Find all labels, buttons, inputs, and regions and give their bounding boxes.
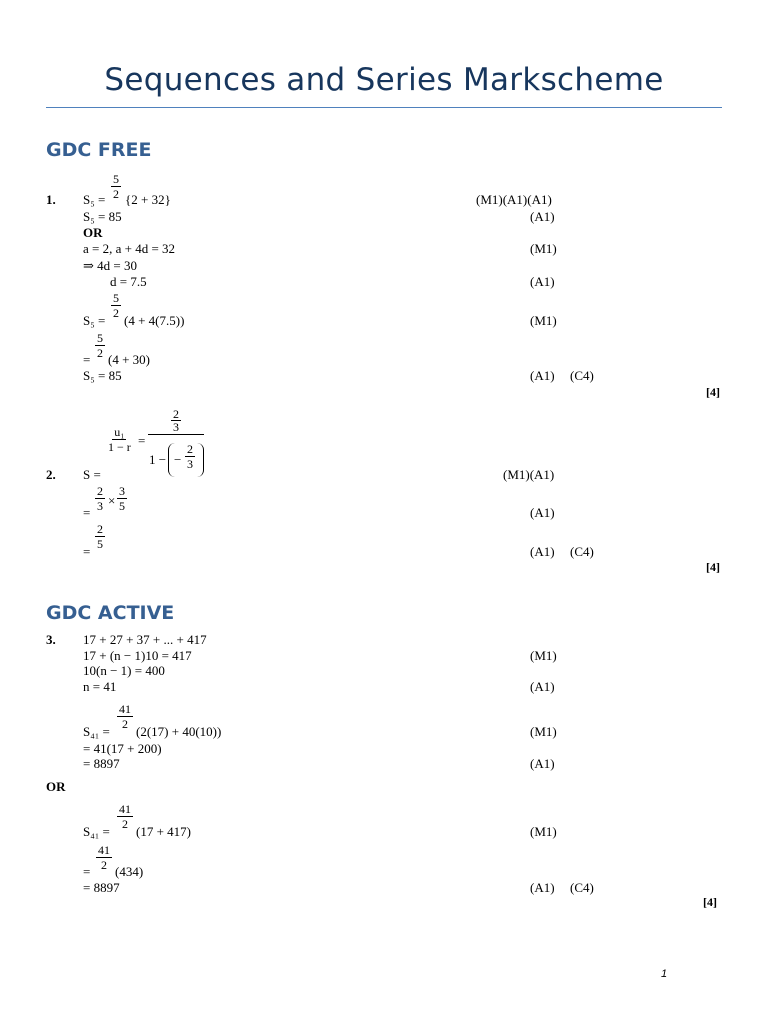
equation-line: a = 2, a + 4d = 32	[83, 241, 176, 256]
fraction	[111, 292, 121, 319]
denominator-prefix: 1 −	[149, 452, 167, 467]
equation-line: 10(n − 1) = 400	[83, 663, 165, 678]
marks: (A1)	[530, 544, 555, 559]
equation-lhs: S₄₁ =	[83, 824, 110, 839]
equation-rhs: (4 + 4(7.5))	[124, 313, 185, 328]
numerator: 2	[97, 522, 103, 536]
equation-rhs: {2 + 32}	[125, 192, 171, 207]
numerator: 5	[97, 331, 103, 345]
equation-line: = 41(17 + 200)	[83, 741, 162, 756]
compound-fraction	[149, 408, 203, 435]
denominator: 2	[101, 858, 107, 872]
equation-line: S₅ = 85	[83, 368, 122, 383]
fraction	[95, 332, 105, 359]
marks: (M1)	[530, 313, 557, 328]
page-number: 1	[661, 968, 668, 980]
equation-line: 17 + (n − 1)10 = 417	[83, 648, 192, 663]
question-total: [4]	[706, 385, 720, 399]
fraction	[117, 703, 133, 730]
marks-total-code: (C4)	[570, 368, 594, 383]
section-heading-gdc-active: GDC ACTIVE	[46, 602, 175, 624]
section-heading-gdc-free: GDC FREE	[46, 139, 152, 161]
marks: (M1)	[530, 648, 557, 663]
denominator: 2	[97, 346, 103, 360]
numerator	[148, 408, 204, 435]
denominator: 2	[113, 187, 119, 201]
marks: (A1)	[530, 368, 555, 383]
title-divider	[46, 107, 722, 108]
marks: (M1)	[530, 724, 557, 739]
equals-sign: =	[83, 544, 91, 559]
marks: (A1)	[530, 505, 555, 520]
numerator: 41	[98, 843, 110, 857]
numerator: u₁	[114, 425, 125, 439]
numerator: 41	[119, 702, 131, 716]
denominator: 5	[97, 537, 103, 551]
equation-rhs: (434)	[115, 864, 144, 879]
question-total: [4]	[706, 560, 720, 574]
equation-lhs: =	[83, 352, 91, 367]
question-total: [4]	[703, 895, 717, 909]
marks-total-code: (C4)	[570, 880, 594, 895]
numerator: 3	[119, 484, 125, 498]
denominator: 3	[187, 457, 193, 471]
equation-lhs: S₄₁ =	[83, 724, 110, 739]
page-title: Sequences and Series Markscheme	[104, 62, 664, 98]
marks: (A1)	[530, 756, 555, 771]
equation-line: S₅ = 85	[83, 209, 122, 224]
question-number: 3.	[46, 632, 56, 647]
fraction	[185, 443, 195, 470]
times-sign: ×	[108, 493, 116, 508]
equation-line: ⇒ 4d = 30	[83, 258, 137, 273]
equation-line: n = 41	[83, 679, 117, 694]
fraction	[95, 485, 105, 512]
marks: (M1)	[530, 824, 557, 839]
fraction-u1-over-1-minus-r	[108, 426, 131, 453]
question-number: 1.	[46, 192, 56, 207]
marks: (A1)	[530, 679, 555, 694]
fraction	[111, 173, 121, 200]
fraction	[96, 844, 112, 871]
question-number: 2.	[46, 467, 56, 482]
marks: (M1)(A1)	[503, 467, 555, 482]
equals-sign: =	[138, 433, 146, 448]
or-label: OR	[83, 225, 103, 240]
equation-rhs: (2(17) + 40(10))	[136, 724, 222, 739]
denominator: 3	[97, 499, 103, 513]
equation-line: d = 7.5	[110, 274, 147, 289]
fraction	[117, 803, 133, 830]
marks: (M1)	[530, 241, 557, 256]
numerator: 2	[97, 484, 103, 498]
equals-sign: =	[83, 864, 91, 879]
denominator: 2	[113, 306, 119, 320]
numerator: 5	[113, 172, 119, 186]
marks: (A1)	[530, 274, 555, 289]
numerator: 41	[119, 802, 131, 816]
denominator: 5	[119, 499, 125, 513]
denominator: 1 − r	[108, 440, 131, 454]
or-label: OR	[46, 779, 66, 794]
equation-line: = 8897	[83, 756, 120, 771]
equation-line: 17 + 27 + 37 + ... + 417	[83, 632, 207, 647]
inner-denominator: 3	[173, 420, 179, 434]
marks: (A1)	[530, 880, 555, 895]
equation-lhs: S₅ =	[83, 313, 106, 328]
marks-total-code: (C4)	[570, 544, 594, 559]
minus-sign: −	[174, 452, 182, 467]
equation-rhs: (17 + 417)	[136, 824, 191, 839]
numerator: 5	[113, 291, 119, 305]
equation-lhs: S =	[83, 467, 101, 482]
fraction	[95, 523, 105, 550]
equation-line: = 8897	[83, 880, 120, 895]
numerator: 2	[187, 442, 193, 456]
denominator: 2	[122, 817, 128, 831]
equation-lhs: S₅ =	[83, 192, 106, 207]
inner-numerator: 2	[173, 407, 179, 421]
equation-rhs: (4 + 30)	[108, 352, 150, 367]
denominator: 2	[122, 717, 128, 731]
marks: (M1)(A1)(A1)	[476, 192, 552, 207]
marks: (A1)	[530, 209, 555, 224]
fraction	[117, 485, 127, 512]
equals-sign: =	[83, 505, 91, 520]
